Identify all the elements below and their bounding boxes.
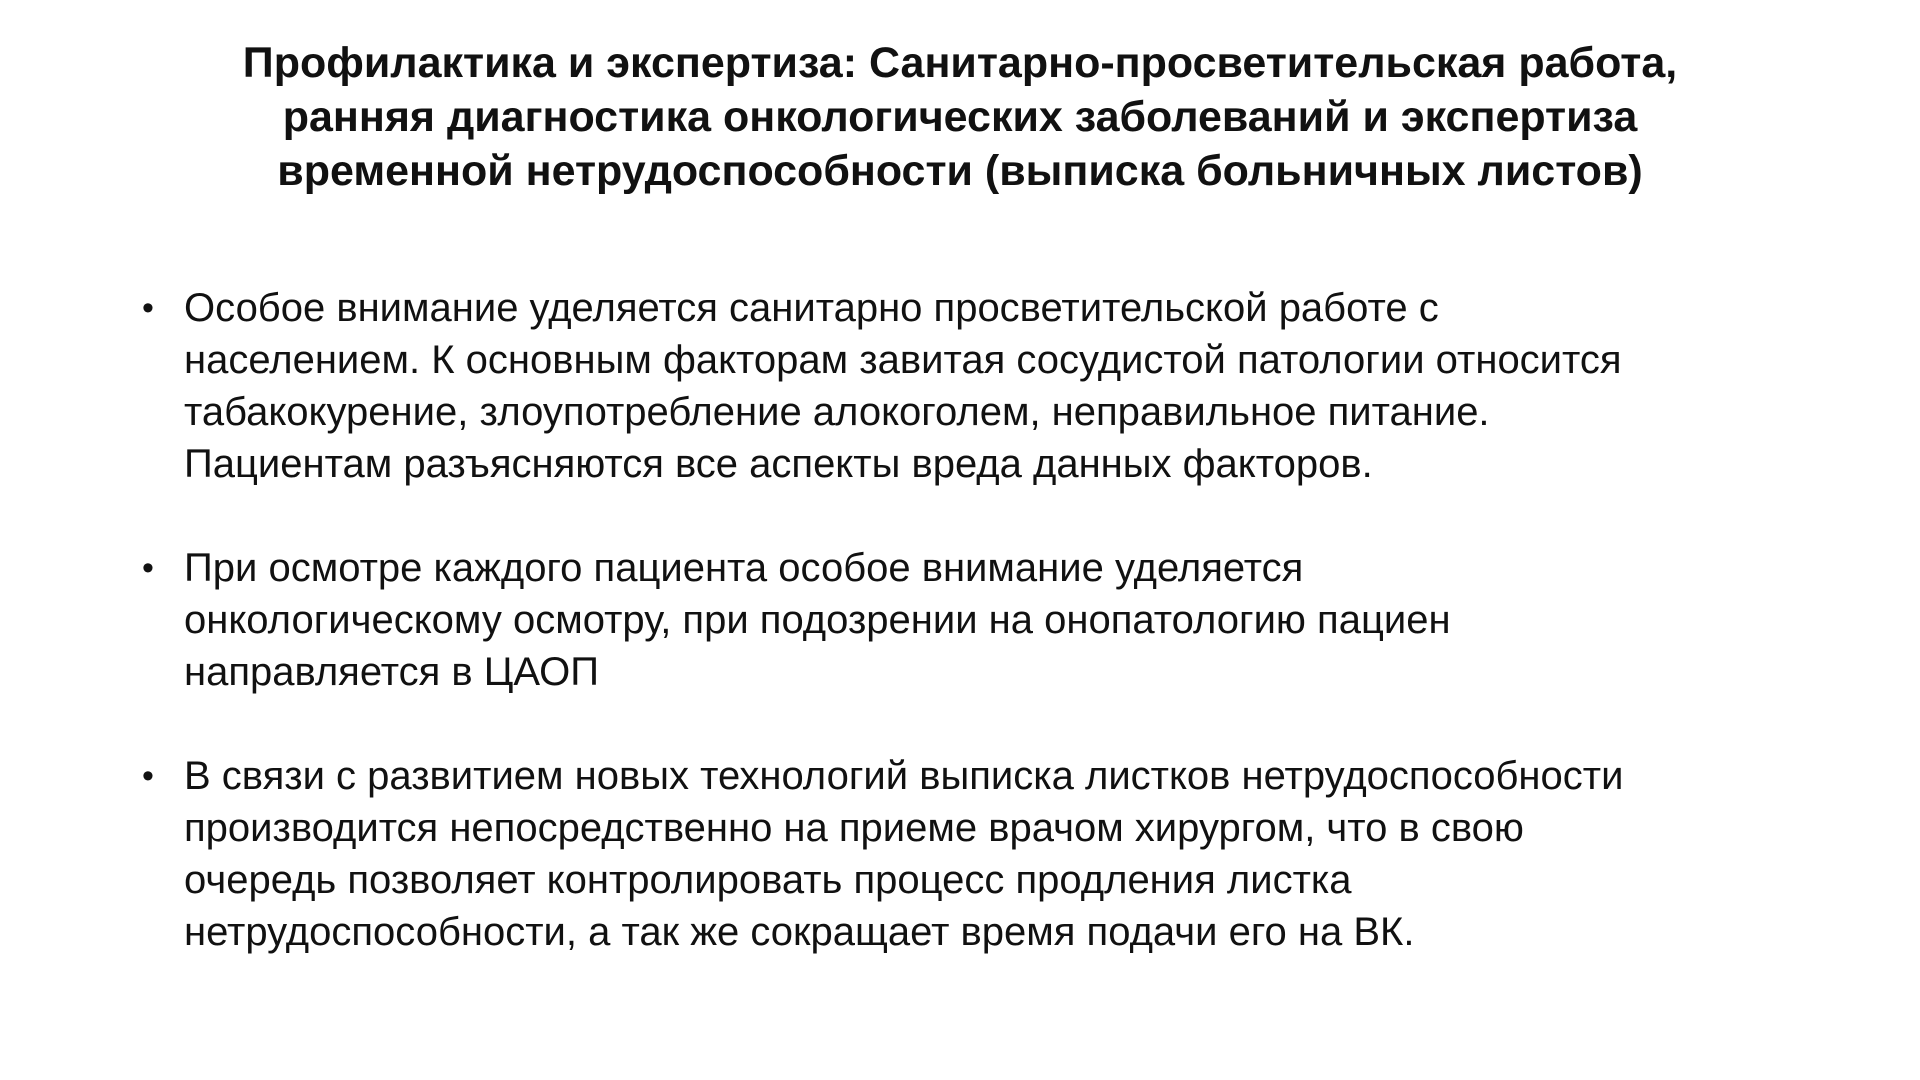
- title-line: Профилактика и экспертиза: Санитарно-просветительская работа,: [242, 39, 1678, 87]
- bullet-line: Особое внимание уделяется санитарно просветительской работе с: [184, 286, 1439, 330]
- bullet-line: производится непосредственно на приеме врачом хирургом, что в свою: [184, 806, 1524, 850]
- title-line: временной нетрудоспособности (выписка больничных листов): [277, 147, 1643, 195]
- title-line: ранняя диагностика онкологических заболеваний и экспертиза: [282, 93, 1638, 141]
- bullet-item-health-education: [138, 282, 1818, 490]
- slide-title: [130, 36, 1790, 198]
- bullet-marker: •: [142, 289, 154, 327]
- bullet-line: В связи с развитием новых технологий выписка листков нетрудоспособности: [184, 754, 1624, 798]
- bullet-line: нетрудоспособности, а так же сокращает время подачи его на ВК.: [184, 910, 1415, 954]
- bullet-list: [138, 282, 1818, 1010]
- bullet-marker: •: [142, 549, 154, 587]
- bullet-line: табакокурение, злоупотребление алокоголем, неправильное питание.: [184, 390, 1490, 434]
- bullet-line: очередь позволяет контролировать процесс продления листка: [184, 858, 1352, 902]
- bullet-line: населением. К основным факторам завитая сосудистой патологии относится: [184, 338, 1622, 382]
- bullet-line: онкологическому осмотру, при подозрении на онопатологию пациен: [184, 598, 1451, 642]
- bullet-line: При осмотре каждого пациента особое внимание уделяется: [184, 546, 1304, 590]
- bullet-line: направляется в ЦАОП: [184, 650, 599, 694]
- bullet-item-oncology-screening: [138, 542, 1818, 698]
- bullet-line: Пациентам разъясняются все аспекты вреда данных факторов.: [184, 442, 1373, 486]
- bullet-item-sick-leave: [138, 750, 1818, 958]
- bullet-marker: •: [142, 757, 154, 795]
